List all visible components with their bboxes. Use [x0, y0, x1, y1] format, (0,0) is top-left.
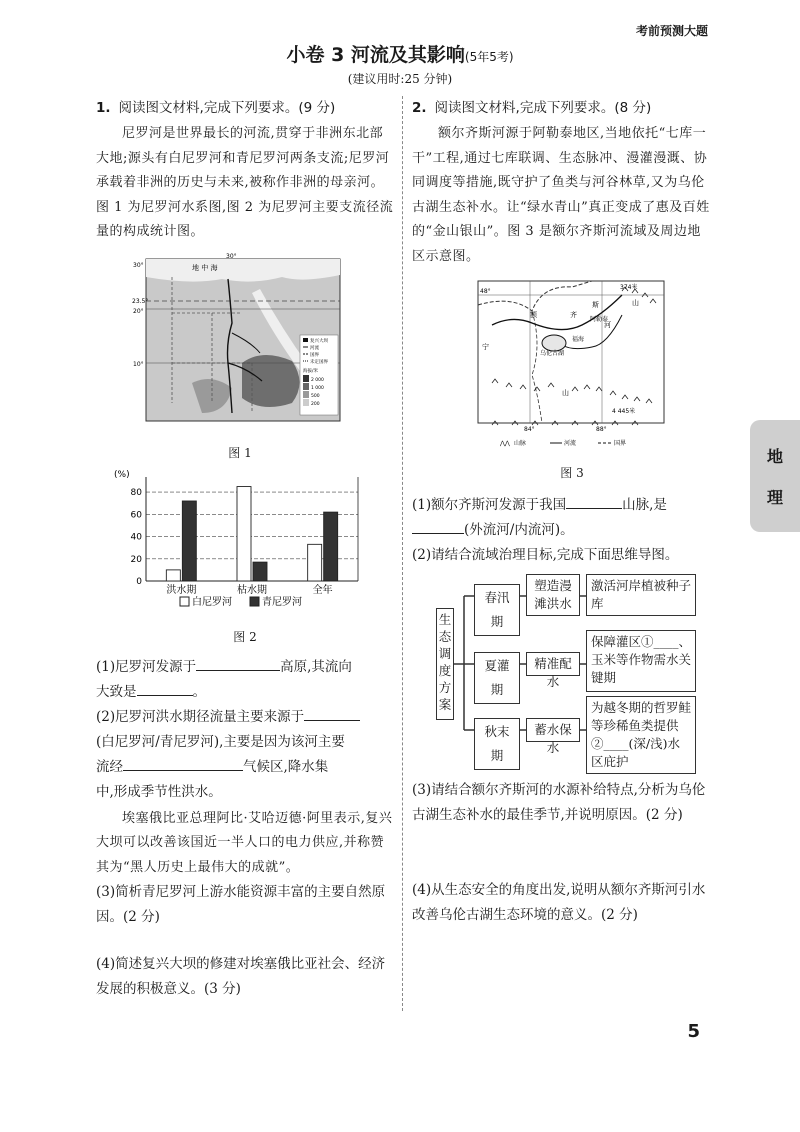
- action-autumn: 蓄水保水: [526, 718, 580, 742]
- q2-sub1: [412, 493, 712, 543]
- effect-spring: 激活河岸植被种子库: [586, 574, 696, 616]
- ulungur-lake: [542, 335, 566, 351]
- lake-label: 乌伦古湖: [540, 350, 565, 357]
- time-note: (建议用时:25 分钟): [347, 72, 453, 86]
- lon-label: 88°: [596, 426, 607, 433]
- city-label: 福海: [572, 336, 585, 343]
- legend-mountain-icon: ⋀⋀: [500, 440, 510, 447]
- elev-level: 200: [311, 401, 320, 407]
- bar-blue-nile: [182, 501, 196, 581]
- legend-border: 国界: [310, 352, 319, 358]
- q2-intro: [412, 96, 712, 120]
- runoff-bar-chart: [110, 467, 380, 617]
- y-tick-label: 80: [130, 487, 142, 498]
- mind-map: [412, 572, 712, 769]
- stage-summer: 夏灌期: [474, 652, 520, 704]
- x-tick-label: 全年: [312, 584, 333, 596]
- legend-label-white: 白尼罗河: [192, 596, 232, 608]
- mindmap-root: 生态调度方案: [436, 608, 454, 720]
- answer-blank[interactable]: [137, 681, 193, 696]
- legend-label-black: 青尼罗河: [262, 596, 302, 608]
- lat-label: 10°: [133, 360, 144, 368]
- elev-level: 500: [311, 393, 320, 399]
- q1-sub1-text: 高原,其流向: [280, 658, 352, 675]
- lon-label: 30°: [226, 252, 237, 260]
- legend-dam: 复兴大坝: [310, 338, 328, 344]
- q1-sub1-text: 大致是: [96, 683, 137, 700]
- q2-sub1-text: 山脉,是: [622, 497, 667, 513]
- subject-tab: [750, 420, 800, 532]
- q2-sub4: (4)从生态安全的角度出发,说明从额尔齐斯河引水改善乌伦古湖生态环境的意义。(2 分): [412, 882, 706, 923]
- legend-river: 河流: [310, 345, 319, 351]
- figure-2: [110, 467, 380, 649]
- q1-sub2-text: 中,形成季节性洪水。: [96, 783, 222, 800]
- q2-material: 额尔齐斯河源于阿勒泰地区,当地依托“七库一干”工程,通过七库联调、生态脉冲、漫灌漫溉、协同调度等措施,既守护了鱼类与河谷林草,又为乌伦古湖生态补水。让“绿水青山”真正变成了惠及百姓的“金山银山”。图 3 是额尔齐斯河流域及周边地区示意图。: [412, 126, 710, 264]
- q1-sub1-text: (1)尼罗河发源于: [96, 658, 197, 675]
- lat-label: 23.5°: [132, 297, 149, 305]
- q1-sub2-text: (2)尼罗河洪水期径流量主要来源于: [96, 708, 305, 725]
- elev-level: 2 000: [311, 377, 324, 383]
- figure-3: [472, 275, 672, 485]
- q1-intro: [96, 96, 396, 120]
- q1-material-2: 埃塞俄比亚总理阿比·艾哈迈德·阿里表示,复兴大坝可以改善该国近一半人口的电力供应,并称赞其为“黑人历史上最伟大的成就”。: [96, 810, 393, 875]
- figure-1: [132, 253, 348, 465]
- title-sub: (5年5考): [464, 50, 514, 64]
- legend-border: 国界: [614, 440, 627, 447]
- bar-white-nile: [237, 486, 251, 580]
- river-label: 额: [530, 311, 537, 319]
- ertix-map: [472, 275, 672, 453]
- region-label: 宁: [482, 343, 489, 351]
- y-tick-label: 0: [136, 576, 142, 587]
- q2-sub1-text: (1)额尔齐斯河发源于我国: [412, 497, 567, 513]
- question-1: [96, 96, 396, 1002]
- q1-sub2-text: (白尼罗河/青尼罗河),主要是因为该河主要: [96, 733, 345, 750]
- column-divider: [402, 96, 403, 1011]
- answer-blank[interactable]: [196, 656, 280, 671]
- title-main: 小卷 3 河流及其影响: [286, 44, 465, 66]
- answer-blank[interactable]: [123, 756, 243, 771]
- q2-intro-text: 阅读图文材料,完成下列要求。(8 分): [434, 100, 652, 116]
- y-tick-label: 40: [130, 532, 142, 543]
- answer-blank[interactable]: [412, 519, 464, 534]
- legend-mountain: 山脉: [514, 440, 527, 447]
- bar-white-nile: [308, 544, 322, 581]
- subject-char: 理: [766, 488, 783, 507]
- answer-blank[interactable]: [566, 494, 622, 509]
- river-label: 斯: [592, 301, 599, 309]
- river-label: 齐: [570, 311, 577, 319]
- x-tick-label: 洪水期: [166, 584, 197, 596]
- answer-blank[interactable]: [304, 706, 360, 721]
- q1-sub1: [96, 655, 396, 705]
- elev-level: 1 000: [311, 385, 324, 391]
- header-label: 考前预测大题: [635, 24, 708, 38]
- q2-number: 2.: [412, 100, 427, 116]
- y-axis-label: (%): [114, 469, 130, 480]
- q2-sub2: (2)请结合流域治理目标,完成下面思维导图。: [412, 547, 679, 563]
- q2-sub3: (3)请结合额尔齐斯河的水源补给特点,分析为乌伦古湖生态补水的最佳季节,并说明原因。(2 分): [412, 782, 706, 823]
- x-tick-label: 枯水期: [237, 584, 267, 596]
- q1-material: 尼罗河是世界最长的河流,贯穿于非洲东北部大地;源头有白尼罗河和青尼罗河两条支流;尼罗河承载着非洲的历史与未来,被称作非洲的母亲河。图 1 为尼罗河水系图,图 2 为尼罗河主要支流径流量的构成统计图。: [96, 126, 394, 239]
- elevation-label: 374米: [620, 284, 638, 291]
- q1-sub2-text: 气候区,降水集: [243, 758, 329, 775]
- y-tick-label: 60: [130, 509, 142, 520]
- legend-river: 河流: [564, 440, 577, 447]
- legend-swatch-black: [250, 597, 259, 606]
- legend-swatch-white: [180, 597, 189, 606]
- q2-sub1-text: (外流河/内流河)。: [464, 522, 574, 538]
- q1-sub1-text: 。: [192, 683, 206, 700]
- stage-spring: 春汛期: [474, 584, 520, 636]
- effect-autumn: 为越冬期的哲罗鲑等珍稀鱼类提供②____(深/浅)水区庇护: [586, 696, 696, 774]
- river-label: 河: [604, 321, 611, 329]
- mountain-label: 山: [562, 389, 569, 397]
- action-spring: 塑造漫滩洪水: [526, 574, 580, 616]
- legend-elev-title: 海拔/米: [303, 368, 319, 374]
- effect-summer: 保障灌区①____、玉米等作物需水关键期: [586, 630, 696, 692]
- legend-undefined-border: 未定国界: [310, 359, 328, 365]
- mediterranean-sea: [146, 259, 340, 282]
- bar-white-nile: [166, 569, 180, 580]
- stage-autumn: 秋末期: [474, 718, 520, 770]
- q1-sub3: (3)简析青尼罗河上游水能资源丰富的主要自然原因。(2 分): [96, 884, 386, 925]
- subject-char: 地: [766, 447, 783, 466]
- bar-blue-nile: [253, 562, 267, 581]
- sea-label: 地 中 海: [192, 263, 218, 272]
- q1-sub2: [96, 705, 396, 805]
- lat-label: 30°: [133, 261, 144, 269]
- y-tick-label: 20: [130, 554, 142, 565]
- figure-2-caption: 图 2: [233, 629, 257, 644]
- lat-label: 20°: [133, 307, 144, 315]
- lon-label: 84°: [524, 426, 535, 433]
- page-title: [0, 40, 800, 67]
- page-number: 5: [687, 1021, 700, 1042]
- question-2: [412, 96, 712, 928]
- elevation-label: 4 445米: [612, 408, 636, 415]
- q1-number: 1.: [96, 100, 111, 116]
- q1-intro-text: 阅读图文材料,完成下列要求。(9 分): [118, 100, 336, 116]
- bar-blue-nile: [324, 512, 338, 581]
- q1-sub4: (4)简述复兴大坝的修建对埃塞俄比亚社会、经济发展的积极意义。(3 分): [96, 956, 386, 997]
- city-label: 阿勒泰: [590, 316, 609, 323]
- q1-sub2-text: 流经: [96, 758, 123, 775]
- action-summer: 精准配水: [526, 652, 580, 676]
- lat-label: 48°: [480, 288, 491, 295]
- figure-1-caption: 图 1: [228, 445, 252, 460]
- mountain-label: 山: [632, 299, 639, 307]
- nile-map: [132, 253, 348, 433]
- figure-3-caption: 图 3: [560, 466, 584, 480]
